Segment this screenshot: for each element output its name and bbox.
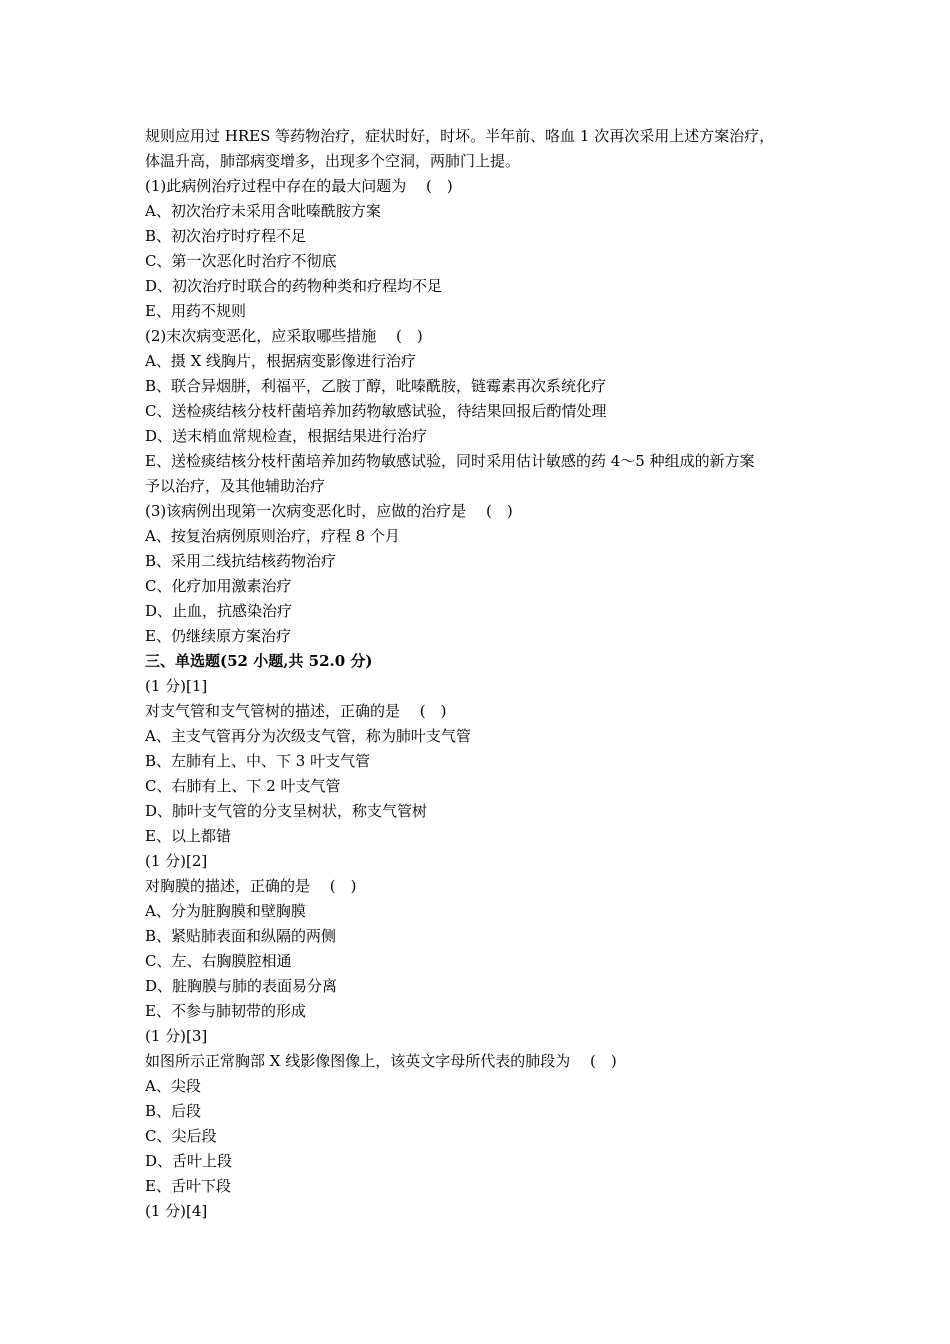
text-line: (1 分)[4]: [145, 1202, 208, 1220]
text-line: C、右肺有上、下 2 叶支气管: [145, 777, 341, 795]
text-line: D、舌叶上段: [145, 1152, 233, 1170]
text-line: E、以上都错: [145, 827, 231, 845]
document-page: [145, 124, 825, 1224]
text-line: 体温升高，肺部病变增多，出现多个空洞，两肺门上提。: [145, 152, 521, 170]
text-line: C、左、右胸膜腔相通: [145, 952, 292, 970]
text-line: A、分为脏胸膜和壁胸膜: [145, 902, 306, 920]
text-line: A、主支气管再分为次级支气管，称为肺叶支气管: [145, 727, 471, 745]
text-line: 对支气管和支气管树的描述，正确的是 ( ): [145, 702, 447, 720]
text-line: D、脏胸膜与肺的表面易分离: [145, 977, 338, 995]
text-line: E、不参与肺韧带的形成: [145, 1002, 306, 1020]
text-line: (3)该病例出现第一次病变恶化时，应做的治疗是 ( ): [145, 502, 513, 520]
text-line: E、送检痰结核分枝杆菌培养加药物敏感试验，同时采用估计敏感的药 4～5 种组成的新方案: [145, 452, 755, 470]
text-line: A、初次治疗未采用含吡嗪酰胺方案: [145, 202, 381, 220]
text-line: B、采用二线抗结核药物治疗: [145, 552, 337, 570]
text-line: B、联合异烟肼，利福平，乙胺丁醇，吡嗪酰胺，链霉素再次系统化疗: [145, 377, 607, 395]
text-line: (1 分)[3]: [145, 1027, 208, 1045]
text-line: A、尖段: [145, 1077, 201, 1095]
text-line: (1)此病例治疗过程中存在的最大问题为 ( ): [145, 177, 453, 195]
text-line: B、紧贴肺表面和纵隔的两侧: [145, 927, 337, 945]
section-heading: 三、单选题(52 小题,共 52.0 分): [145, 652, 373, 670]
text-line: C、化疗加用激素治疗: [145, 577, 292, 595]
text-line: D、初次治疗时联合的药物种类和疗程均不足: [145, 277, 443, 295]
text-line: E、用药不规则: [145, 302, 246, 320]
text-line: A、摄 X 线胸片，根据病变影像进行治疗: [145, 352, 417, 370]
text-line: D、肺叶支气管的分支呈树状，称支气管树: [145, 802, 428, 820]
text-line: 予以治疗，及其他辅助治疗: [145, 477, 326, 495]
text-line: D、送末梢血常规检查，根据结果进行治疗: [145, 427, 428, 445]
text-line: 对胸膜的描述，正确的是 ( ): [145, 877, 357, 895]
text-line: 如图所示正常胸部 X 线影像图像上，该英文字母所代表的肺段为 ( ): [145, 1052, 617, 1070]
text-line: C、送检痰结核分枝杆菌培养加药物敏感试验，待结果回报后酌情处理: [145, 402, 607, 420]
text-line: (1 分)[1]: [145, 677, 208, 695]
text-line: (1 分)[2]: [145, 852, 208, 870]
text-line: B、左肺有上、中、下 3 叶支气管: [145, 752, 371, 770]
text-line: C、尖后段: [145, 1127, 217, 1145]
text-line: C、第一次恶化时治疗不彻底: [145, 252, 337, 270]
text-line: B、初次治疗时疗程不足: [145, 227, 307, 245]
text-line: E、舌叶下段: [145, 1177, 231, 1195]
text-line: E、仍继续原方案治疗: [145, 627, 291, 645]
text-line: 规则应用过 HRES 等药物治疗，症状时好，时坏。半年前、咯血 1 次再次采用上述方案治疗，: [145, 127, 775, 145]
text-line: D、止血，抗感染治疗: [145, 602, 293, 620]
text-line: (2)末次病变恶化，应采取哪些措施 ( ): [145, 327, 423, 345]
text-line: B、后段: [145, 1102, 202, 1120]
text-line: A、按复治病例原则治疗，疗程 8 个月: [145, 527, 400, 545]
